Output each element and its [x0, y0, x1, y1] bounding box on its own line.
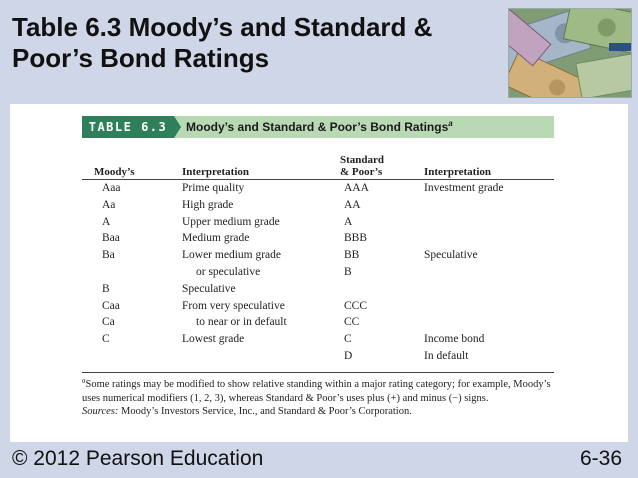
table-row — [82, 180, 554, 197]
table-row — [82, 264, 554, 281]
slide-title-line1: Table 6.3 Moody’s and Standard & — [12, 12, 433, 42]
banknotes-illustration — [509, 9, 632, 98]
cell-moodys-rating: Ba — [102, 249, 115, 262]
cell-moodys-rating: Aa — [102, 198, 116, 211]
table-caption-footnote-marker: a — [448, 119, 453, 128]
cell-moodys-interpretation: From very speculative — [182, 299, 285, 312]
cell-sp-interpretation: In default — [424, 349, 469, 362]
table-row — [82, 348, 554, 365]
cell-moodys-interpretation: to near or in default — [196, 316, 287, 329]
table-caption — [186, 116, 453, 138]
cell-moodys-rating: Aaa — [102, 182, 121, 194]
footnote — [82, 378, 554, 405]
table-bottom-rule — [82, 372, 554, 373]
cell-moodys-rating: C — [102, 333, 110, 346]
cell-moodys-rating: B — [102, 282, 110, 295]
table-caption-text: Moody’s and Standard & Poor’s Bond Ratings — [186, 120, 449, 134]
sources-note — [82, 405, 554, 419]
footnote-marker: a — [82, 376, 86, 385]
table-row — [82, 314, 554, 331]
header-sp-line2: & Poor’s — [340, 166, 383, 178]
table-number-label: TABLE 6.3 — [82, 116, 174, 138]
header-sp-line1: Standard — [340, 154, 385, 166]
slide-title — [12, 12, 492, 74]
table-row — [82, 197, 554, 214]
bond-ratings-table — [82, 146, 554, 365]
cell-moodys-rating: Baa — [102, 232, 120, 245]
footer-copyright: © 2012 Pearson Education — [12, 447, 264, 470]
cell-sp-rating: A — [344, 215, 353, 228]
table-row — [82, 281, 554, 298]
cell-moodys-rating: Ca — [102, 316, 115, 329]
table-column-headers — [82, 146, 554, 180]
cell-moodys-interpretation: Speculative — [182, 282, 236, 295]
header-moodys: Moody’s — [94, 166, 135, 178]
cell-sp-rating: BBB — [344, 232, 368, 245]
slide-number: 6-36 — [579, 447, 622, 470]
cell-sp-rating: CC — [344, 316, 360, 329]
table-footnotes — [82, 378, 554, 419]
table-label-arrow — [174, 116, 181, 138]
cell-sp-rating: B — [344, 265, 352, 278]
table-row — [82, 298, 554, 315]
table-body — [82, 180, 554, 365]
cell-sp-rating: AA — [344, 198, 361, 211]
table-row — [82, 247, 554, 264]
banknotes-photo — [508, 8, 632, 98]
cell-moodys-rating: A — [102, 215, 111, 228]
footnote-text: Some ratings may be modified to show relative standing within a major rating category; for example, Moody’s uses numerical modifiers (1, 2, 3), whereas Standard & Poor’s uses plus (+) and minus (−) signs. — [82, 379, 551, 404]
cell-moodys-interpretation: Medium grade — [182, 232, 250, 245]
cell-moodys-interpretation: Lowest grade — [182, 333, 245, 346]
slide-title-line2: Poor’s Bond Ratings — [12, 43, 270, 73]
cell-sp-interpretation: Speculative — [424, 249, 478, 262]
header-interpretation-moodys: Interpretation — [182, 166, 250, 178]
header-interpretation-sp: Interpretation — [424, 166, 492, 178]
cell-moodys-interpretation: Lower medium grade — [182, 249, 281, 262]
header-standard-poors — [340, 154, 384, 178]
cell-moodys-interpretation: or speculative — [196, 265, 261, 278]
cell-sp-rating: CCC — [344, 299, 368, 312]
cell-moodys-rating: Caa — [102, 299, 120, 312]
table-row — [82, 331, 554, 348]
cell-sp-rating: C — [344, 333, 352, 346]
table-header-bar — [82, 116, 554, 138]
cell-sp-rating: AAA — [344, 182, 369, 194]
cell-sp-interpretation: Income bond — [424, 333, 485, 346]
cell-sp-interpretation: Investment grade — [424, 182, 504, 194]
cell-sp-rating: BB — [344, 249, 360, 262]
cell-moodys-interpretation: Upper medium grade — [182, 215, 280, 228]
table-image-panel — [10, 104, 628, 442]
cell-sp-rating: D — [344, 349, 353, 362]
sources-label: Sources: — [82, 406, 119, 417]
cell-moodys-interpretation: Prime quality — [182, 182, 245, 194]
cell-moodys-interpretation: High grade — [182, 198, 234, 211]
table-row — [82, 214, 554, 231]
sources-text: Moody’s Investors Service, Inc., and Standard & Poor’s Corporation. — [118, 406, 412, 417]
table-row — [82, 230, 554, 247]
